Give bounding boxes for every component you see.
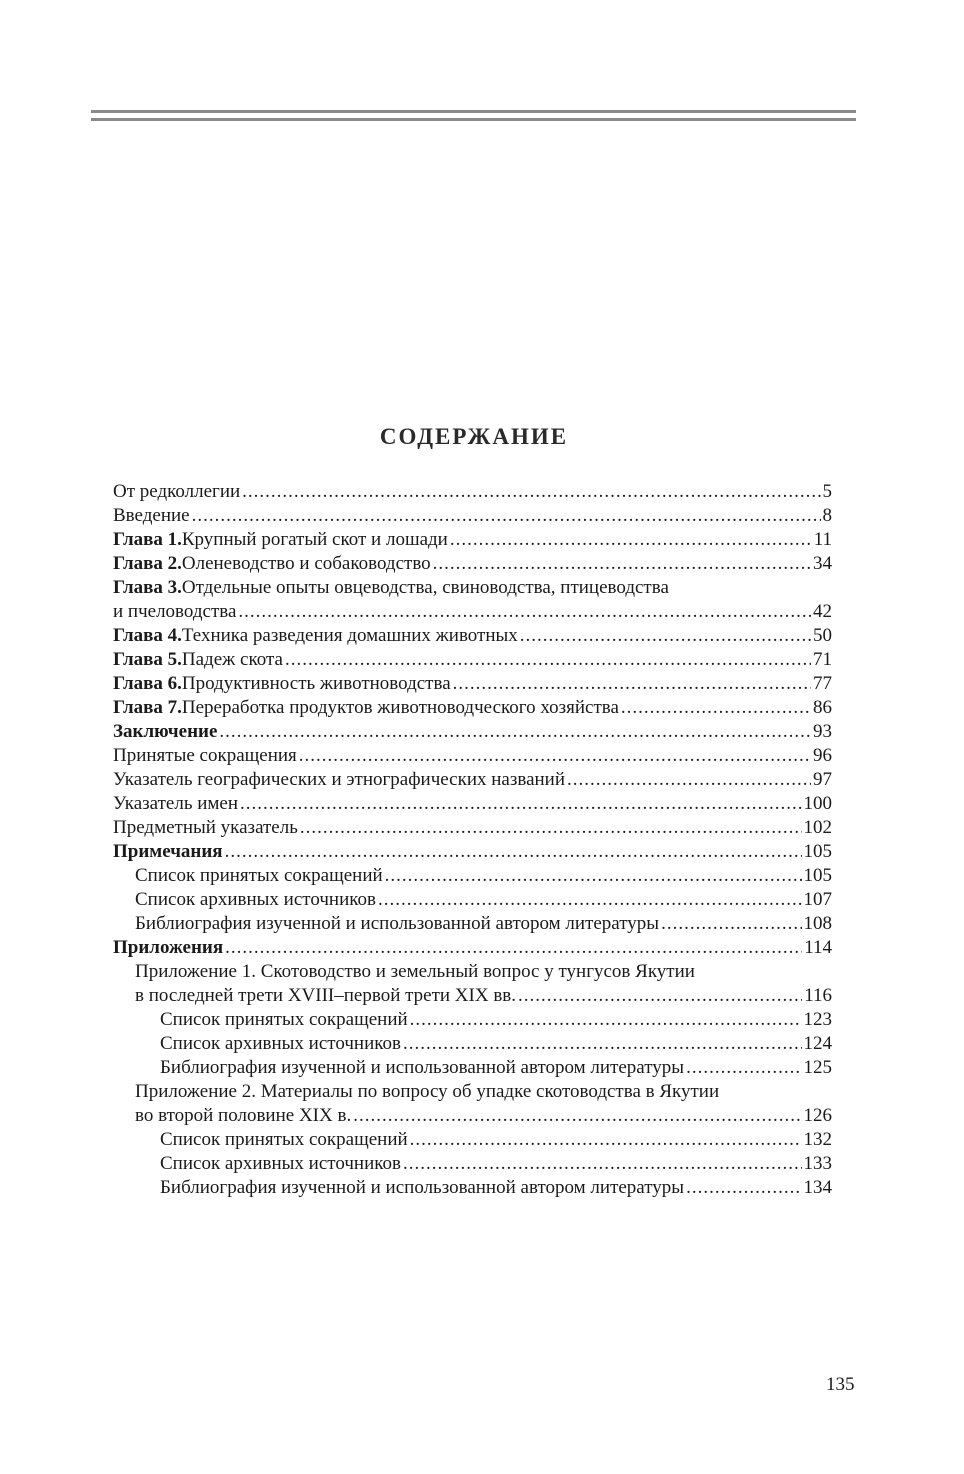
entry-title: Крупный рогатый скот и лошади xyxy=(181,529,448,550)
toc-entry xyxy=(113,1080,832,1104)
dot-leader xyxy=(403,1152,802,1176)
dot-leader xyxy=(378,888,802,912)
entry-label: Глава 2. xyxy=(113,553,182,574)
toc-entry xyxy=(113,1104,832,1128)
entry-page: 8 xyxy=(822,505,832,526)
entry-title-continuation: в последней трети XVIII–первой трети XIX вв. xyxy=(135,985,517,1006)
entry-title: Оленеводство и собаководство xyxy=(181,553,431,574)
entry-page: 42 xyxy=(813,601,832,622)
entry-title: Принятые сокращения xyxy=(113,745,297,766)
dot-leader xyxy=(192,504,821,528)
entry-title: Приложение 1. Скотоводство и земельный вопрос у тунгусов Якутии xyxy=(135,961,695,982)
table-of-contents xyxy=(113,480,832,1200)
entry-page: 100 xyxy=(803,793,832,814)
entry-page: 50 xyxy=(813,625,832,646)
entry-label: Глава 4. xyxy=(113,625,182,646)
entry-page: 102 xyxy=(803,817,832,838)
entry-page: 96 xyxy=(813,745,832,766)
page-title: СОДЕРЖАНИЕ xyxy=(379,424,569,449)
entry-page: 71 xyxy=(813,649,832,670)
entry-title: Техника разведения домашних животных xyxy=(181,625,518,646)
entry-page: 123 xyxy=(803,1009,832,1030)
toc-entry xyxy=(113,912,832,936)
dot-leader xyxy=(453,672,811,696)
entry-label: Глава 1. xyxy=(113,529,182,550)
top-rule xyxy=(91,110,856,113)
page-number: 135 xyxy=(826,1374,855,1395)
entry-label: Заключение xyxy=(113,721,218,742)
entry-label: Приложения xyxy=(113,937,224,958)
toc-entry xyxy=(113,1176,832,1200)
entry-title: Список архивных источников xyxy=(160,1153,401,1174)
dot-leader xyxy=(686,1056,801,1080)
toc-entry xyxy=(113,600,832,624)
dot-leader xyxy=(353,1104,801,1128)
dot-leader xyxy=(450,528,812,552)
entry-page: 134 xyxy=(803,1177,832,1198)
entry-page: 116 xyxy=(804,985,832,1006)
dot-leader xyxy=(518,984,802,1008)
entry-title: Введение xyxy=(113,505,190,526)
toc-entry xyxy=(113,576,832,600)
toc-entry xyxy=(113,1032,832,1056)
entry-page: 34 xyxy=(813,553,832,574)
dot-leader xyxy=(285,648,811,672)
entry-page: 97 xyxy=(813,769,832,790)
dot-leader xyxy=(219,720,811,744)
dot-leader xyxy=(385,864,802,888)
dot-leader xyxy=(433,552,811,576)
toc-entry xyxy=(113,648,832,672)
dot-leader xyxy=(242,480,820,504)
toc-entry xyxy=(113,480,832,504)
entry-page: 5 xyxy=(822,481,832,502)
toc-entry xyxy=(113,888,832,912)
dot-leader xyxy=(686,1176,801,1200)
entry-page: 86 xyxy=(813,697,832,718)
dot-leader xyxy=(520,624,811,648)
entry-title: Приложение 2. Материалы по вопросу об упадке скотоводства в Якутии xyxy=(135,1081,720,1102)
entry-page: 77 xyxy=(813,673,832,694)
entry-page: 11 xyxy=(813,529,832,550)
dot-leader xyxy=(300,816,802,840)
dot-leader xyxy=(225,936,802,960)
entry-title: Список принятых сокращений xyxy=(160,1009,408,1030)
entry-page: 114 xyxy=(804,937,832,958)
toc-entry xyxy=(113,720,832,744)
toc-entry xyxy=(113,984,832,1008)
toc-entry xyxy=(113,864,832,888)
entry-title-continuation: во второй половине XIX в. xyxy=(135,1105,352,1126)
toc-entry xyxy=(113,816,832,840)
entry-title: Список архивных источников xyxy=(135,889,376,910)
entry-title: От редколлегии xyxy=(113,481,241,502)
dot-leader xyxy=(238,600,811,624)
entry-page: 105 xyxy=(803,841,832,862)
entry-title: Падеж скота xyxy=(181,649,283,670)
dot-leader xyxy=(403,1032,802,1056)
entry-page: 126 xyxy=(803,1105,832,1126)
toc-entry xyxy=(113,672,832,696)
entry-page: 133 xyxy=(803,1153,832,1174)
entry-title: Список архивных источников xyxy=(160,1033,401,1054)
toc-entry xyxy=(113,1056,832,1080)
entry-title: Продуктивность животноводства xyxy=(181,673,451,694)
entry-page: 105 xyxy=(803,865,832,886)
toc-entry xyxy=(113,624,832,648)
entry-page: 93 xyxy=(813,721,832,742)
entry-title: Предметный указатель xyxy=(113,817,298,838)
toc-entry xyxy=(113,1008,832,1032)
entry-page: 124 xyxy=(803,1033,832,1054)
entry-title: Переработка продуктов животноводческого хозяйства xyxy=(181,697,619,718)
toc-entry xyxy=(113,744,832,768)
entry-page: 125 xyxy=(803,1057,832,1078)
entry-label: Примечания xyxy=(113,841,223,862)
entry-title: Указатель географических и этнографических названий xyxy=(113,769,566,790)
entry-page: 132 xyxy=(803,1129,832,1150)
dot-leader xyxy=(661,912,801,936)
toc-entry xyxy=(113,792,832,816)
entry-title: Список принятых сокращений xyxy=(160,1129,408,1150)
entry-title: Библиография изученной и использованной автором литературы xyxy=(135,913,660,934)
toc-entry xyxy=(113,552,832,576)
toc-entry xyxy=(113,504,832,528)
dot-leader xyxy=(240,792,801,816)
entry-label: Глава 7. xyxy=(113,697,182,718)
dot-leader xyxy=(299,744,811,768)
toc-entry xyxy=(113,528,832,552)
entry-title-continuation: и пчеловодства xyxy=(113,601,237,622)
top-rule-secondary xyxy=(91,118,856,121)
entry-label: Глава 3. xyxy=(113,577,182,598)
entry-page: 108 xyxy=(803,913,832,934)
toc-entry xyxy=(113,840,832,864)
entry-label: Глава 5. xyxy=(113,649,182,670)
entry-title: Список принятых сокращений xyxy=(135,865,383,886)
dot-leader xyxy=(410,1128,802,1152)
dot-leader xyxy=(410,1008,802,1032)
dot-leader xyxy=(567,768,811,792)
entry-title: Библиография изученной и использованной автором литературы xyxy=(160,1177,685,1198)
toc-entry xyxy=(113,960,832,984)
toc-entry xyxy=(113,1128,832,1152)
entry-title: Библиография изученной и использованной автором литературы xyxy=(160,1057,685,1078)
entry-page: 107 xyxy=(803,889,832,910)
entry-title: Отдельные опыты овцеводства, свиноводства, птицеводства xyxy=(181,577,669,598)
dot-leader xyxy=(621,696,811,720)
toc-entry xyxy=(113,768,832,792)
entry-title: Указатель имен xyxy=(113,793,239,814)
dot-leader xyxy=(225,840,802,864)
toc-entry xyxy=(113,696,832,720)
entry-label: Глава 6. xyxy=(113,673,182,694)
toc-entry xyxy=(113,936,832,960)
toc-entry xyxy=(113,1152,832,1176)
